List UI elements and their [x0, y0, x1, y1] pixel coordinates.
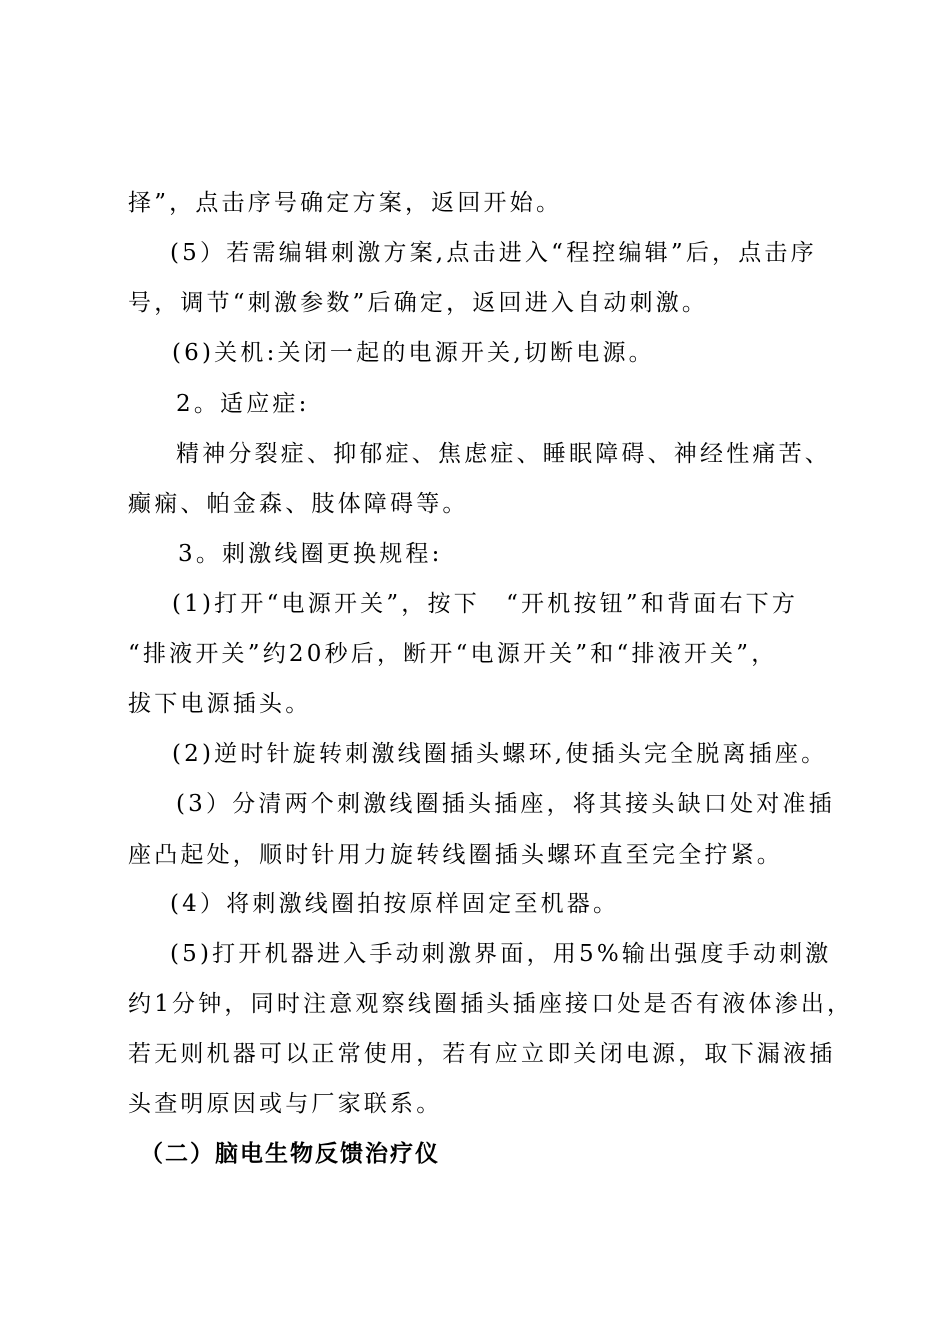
- text-line-3: 号，调节“刺激参数”后确定，返回进入自动刺激。: [128, 290, 709, 316]
- text-line-4: (6)关机:关闭一起的电源开关,切断电源。: [172, 340, 655, 366]
- text-line-13: (3）分清两个刺激线圈插头插座，将其接头缺口处对准插: [176, 791, 835, 817]
- text-line-12: (2)逆时针旋转刺激线圈插头螺环,使插头完全脱离插座。: [172, 741, 828, 767]
- text-line-1: 择”，点击序号确定方案，返回开始。: [128, 190, 563, 216]
- section-heading: （二）脑电生物反馈治疗仪: [140, 1140, 440, 1167]
- text-line-8: 3。刺激线圈更换规程:: [178, 541, 443, 567]
- text-line-10: “排液开关”约20秒后，断开“电源开关”和“排液开关”，: [128, 641, 778, 667]
- text-line-19: 头查明原因或与厂家联系。: [128, 1091, 443, 1117]
- text-line-16: (5)打开机器进入手动刺激界面，用5%输出强度手动刺激: [170, 941, 832, 967]
- text-line-6: 精神分裂症、抑郁症、焦虑症、睡眠障碍、神经性痛苦、: [176, 441, 831, 467]
- text-line-5: 2。适应症:: [176, 391, 310, 417]
- text-line-11: 拔下电源插头。: [128, 691, 312, 717]
- text-line-18: 若无则机器可以正常使用，若有应立即关闭电源，取下漏液插: [128, 1041, 836, 1067]
- text-line-2: (5）若需编辑刺激方案,点击进入“程控编辑”后，点击序: [170, 240, 817, 266]
- text-line-7: 癫痫、帕金森、肢体障碍等。: [128, 491, 469, 517]
- text-line-14: 座凸起处，顺时针用力旋转线圈插头螺环直至完全拧紧。: [128, 842, 783, 868]
- text-line-15: (4）将刺激线圈拍按原样固定至机器。: [170, 891, 620, 917]
- text-line-17: 约1分钟，同时注意观察线圈插头插座接口处是否有液体渗出，: [128, 991, 854, 1017]
- text-line-9: (1)打开“电源开关”，按下 “开机按钮”和背面右下方: [172, 591, 799, 617]
